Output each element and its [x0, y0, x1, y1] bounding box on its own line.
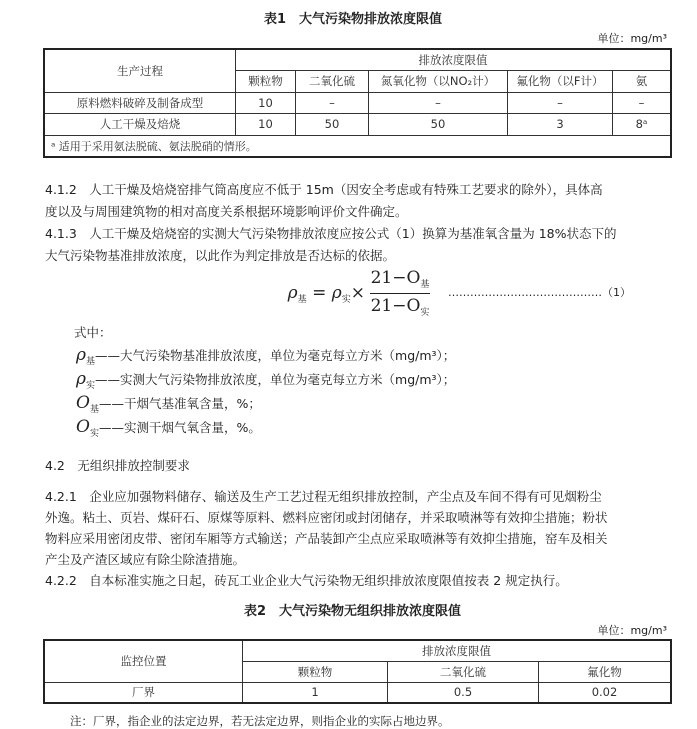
cell: 1 — [243, 682, 388, 703]
table1-footnote: ᵃ 适用于采用氨法脱硫、氨法脱硝的情形。 — [44, 135, 671, 157]
definition-text: ——大气污染物基准排放浓度，单位为毫克每立方米（mg/m³）； — [95, 348, 456, 363]
cell: – — [508, 92, 613, 113]
cell: 0.02 — [539, 682, 672, 703]
table-row — [44, 92, 671, 113]
definition-text: ——干烟气基准氧含量，%； — [98, 396, 261, 411]
symbol: O — [76, 417, 90, 437]
col-header: 颗粒物 — [236, 70, 296, 92]
denominator: 21−O — [370, 296, 421, 316]
subscript: 基 — [86, 357, 96, 367]
para-4-1-2-line: 度以及与周围建筑物的相对高度关系根据环境影响评价文件确定。 — [45, 204, 408, 219]
symbol: ρ — [76, 345, 86, 365]
definition — [76, 369, 455, 391]
cell: 人工干燥及焙烧 — [44, 113, 236, 135]
table1-unit: 单位：mg/m³ — [597, 32, 667, 45]
table2-note: 注：厂界，指企业的法定边界，若无法定边界，则指企业的实际占地边界。 — [70, 714, 450, 728]
header-group: 排放浓度限值 — [236, 49, 672, 70]
cell: 厂界 — [44, 682, 243, 703]
cell: 10 — [236, 113, 296, 135]
times-sign: × — [350, 283, 365, 303]
table2-unit: 单位：mg/m³ — [597, 624, 667, 637]
cell: 3 — [508, 113, 613, 135]
definition — [76, 417, 261, 439]
definition-text: ——实测大气污染物排放浓度，单位为毫克每立方米（mg/m³）； — [95, 372, 456, 387]
para-4-1-3-line: 4.1.3 人工干燥及焙烧窑的实测大气污染物排放浓度应按公式（1）换算为基准氧含量为 18%状态下的 — [45, 226, 617, 241]
cell: – — [296, 92, 369, 113]
table1 — [43, 48, 672, 158]
para-4-2-2: 4.2.2 自本标准实施之日起，砖瓦工业企业大气污染物无组织排放浓度限值按表 2 规定执行。 — [45, 573, 568, 588]
para-4-2-1-line: 物料应采用密闭皮带、密闭车厢等方式输送；产品装卸产尘点应采取喷淋等有效抑尘措施，窑车及相关 — [45, 531, 608, 546]
cell: – — [613, 92, 672, 113]
cell: 50 — [296, 113, 369, 135]
subscript: 基 — [420, 280, 430, 290]
header-group: 排放浓度限值 — [243, 640, 672, 661]
para-4-2-1-line: 外逸。粘土、页岩、煤矸石、原煤等原料、燃料应密闭或封闭储存，并采取喷淋等有效抑尘措施；粉状 — [45, 510, 608, 525]
heading-4-2: 4.2 无组织排放控制要求 — [45, 458, 190, 473]
col-header: 颗粒物 — [243, 661, 388, 682]
header-process: 生产过程 — [44, 49, 236, 92]
symbol: O — [76, 393, 90, 413]
subscript: 基 — [89, 405, 99, 415]
cell: 原料燃料破碎及制备成型 — [44, 92, 236, 113]
col-header: 二氧化硫 — [388, 661, 539, 682]
cell: – — [369, 92, 508, 113]
table2 — [43, 639, 672, 704]
where-label: 式中： — [74, 325, 112, 340]
cell: 50 — [369, 113, 508, 135]
para-4-1-3-line: 大气污染物基准排放浓度，以此作为判定排放是否达标的依据。 — [45, 248, 396, 263]
definition-text: ——实测干烟气氧含量，%。 — [98, 420, 261, 435]
rho-symbol: ρ — [287, 283, 298, 303]
subscript: 实 — [89, 429, 99, 439]
fraction-bar — [370, 293, 430, 294]
symbol: ρ — [76, 369, 86, 389]
definition — [76, 393, 261, 415]
col-header: 氟化物（以F计） — [508, 70, 613, 92]
numerator: 21−O — [370, 268, 421, 288]
table2-title: 表2 大气污染物无组织排放浓度限值 — [244, 604, 462, 619]
col-header: 二氧化硫 — [296, 70, 369, 92]
col-header: 氟化物 — [539, 661, 672, 682]
para-4-2-1-line: 4.2.1 企业应加强物料储存、输送及生产工艺过程无组织排放控制，产尘点及车间不得有可见烟粉尘 — [45, 489, 602, 504]
subscript: 实 — [420, 308, 430, 318]
table-row — [44, 113, 671, 135]
document-page: 表1 大气污染物排放浓度限值 单位：mg/m³ 生产过程 排放浓度限值 颗粒物 二氧化硫 氮氧化物（以NO₂计） 氟化物（以F计） 氨 原料燃料破碎及制备成型 10 – – – – 人工干燥及焙烧 10 50 50 3 8ᵃ ᵃ 适用于采用氨法脱硫、氨法脱硝的情形。 4.1.2 人工干燥及焙烧窑排气筒高度应不低于 15m（因安全考虑或有特殊工艺要求的除外），具体高 度以及与周围建筑物的相对高度关系根据环境影响评价文件确定。 4.1.3 人工干燥及焙烧窑的实测大气污染物排放浓度应按公式（1）换算为基准氧含量为 18%状态下的 大气污染物基准排放浓度，以此作为判定排放是否达标的依据。 $\rho_基 = \rho_实\times$ $21-O_基$ $21-O_实$ ……………………………………（1） 式中： $\rho_基——$大气污染物基准排放浓度，单位为毫克每立方米（mg/m³）； $\rho_实——$实测大气污染物排放浓度，单位为毫克每立方米（mg/m³）； $O_基——$干烟气基准氧含量，%； $O_实——$实测干烟气氧含量，%。 4.2 无组织排放控制要求 4.2.1 企业应加强物料储存、输送及生产工艺过程无组织排放控制，产尘点及车间不得有可见烟粉尘 外逸。粘土、页岩、煤矸石、原煤等原料、燃料应密闭或封闭储存，并采取喷淋等有效抑尘措施；粉状 物料应采用密闭皮带、密闭车厢等方式输送；产品装卸产尘点应采取喷淋等有效抑尘措施，窑车及相关 产尘及产渣区域应有除尘除渣措施。 4.2.2 自本标准实施之日起，砖瓦工业企业大气污染物无组织排放浓度限值按表 2 规定执行。 表2 大气污染物无组织排放浓度限值 单位：mg/m³ 监控位置 排放浓度限值 颗粒物 二氧化硫 氟化物 厂界 1 0.5 0.02 注：厂界，指企业的法定边界，若无法定边界，则指企业的实际占地边界。 — [0, 0, 697, 729]
col-header: 氮氧化物（以NO₂计） — [369, 70, 508, 92]
definition — [76, 345, 455, 367]
subscript: 基 — [297, 295, 307, 305]
subscript: 实 — [86, 381, 96, 391]
equation-number: ……………………………………（1） — [448, 286, 631, 299]
table1-title: 表1 大气污染物排放浓度限值 — [264, 12, 443, 27]
header-location: 监控位置 — [44, 640, 243, 682]
cell: 0.5 — [388, 682, 539, 703]
subscript: 实 — [341, 295, 351, 305]
cell: 8ᵃ — [613, 113, 672, 135]
table-row — [44, 682, 671, 703]
para-4-2-1-line: 产尘及产渣区域应有除尘除渣措施。 — [45, 552, 246, 567]
rho-symbol: ρ — [331, 283, 342, 303]
para-4-1-2-line: 4.1.2 人工干燥及焙烧窑排气筒高度应不低于 15m（因安全考虑或有特殊工艺要求的除外），具体高 — [45, 182, 603, 197]
cell: 10 — [236, 92, 296, 113]
col-header: 氨 — [613, 70, 672, 92]
